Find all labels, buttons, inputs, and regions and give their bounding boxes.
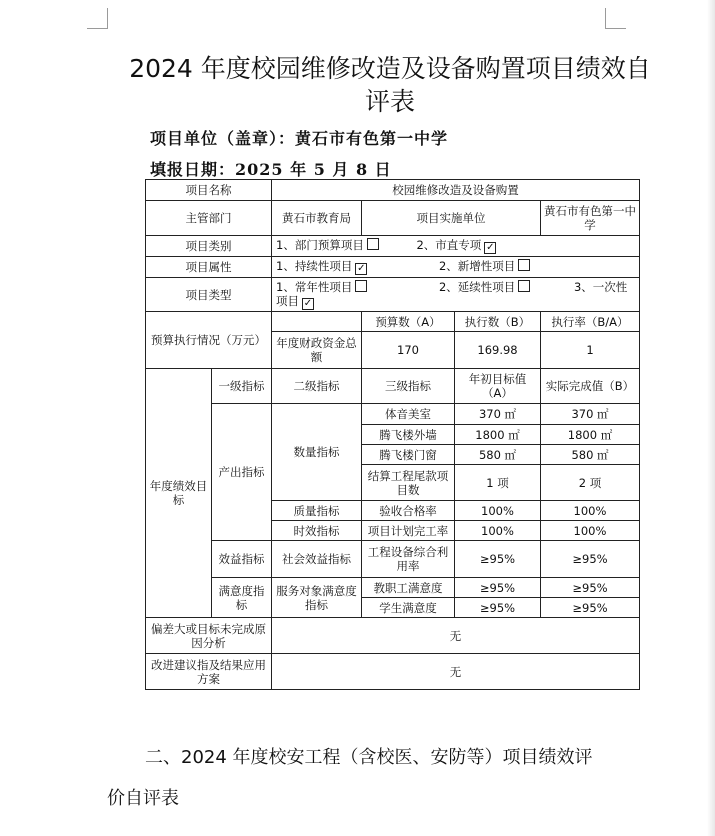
indicator-name: 腾飞楼外墙 (362, 425, 455, 445)
indicator-name: 体音美室 (362, 404, 455, 425)
indicator-target: 1800 ㎡ (455, 425, 541, 445)
category-label: 项目类别 (146, 236, 272, 257)
checkbox-checked-icon: ✓ (303, 297, 313, 309)
quantity-indicator-label: 数量指标 (272, 404, 362, 501)
table-row (146, 654, 640, 690)
indicator-target: ≥95% (455, 578, 541, 598)
table-row (146, 618, 640, 654)
indicator-actual: 1800 ㎡ (541, 425, 640, 445)
type-label: 项目类型 (146, 278, 272, 312)
checkbox-empty-icon (518, 280, 530, 292)
budget-header-rate: 执行率（B/A） (541, 312, 640, 332)
header-actual: 实际完成值（B） (541, 369, 640, 404)
checkbox-empty-icon (367, 238, 379, 250)
indicator-actual: ≥95% (541, 578, 640, 598)
indicator-actual: ≥95% (541, 541, 640, 578)
section-heading-line2: 价自评表 (107, 788, 179, 809)
indicator-name: 验收合格率 (362, 501, 455, 521)
indicator-target: 580 ㎡ (455, 445, 541, 465)
indicator-target: ≥95% (455, 598, 541, 618)
indicator-actual: 2 项 (541, 465, 640, 501)
project-name-value: 校园维修改造及设备购置 (272, 180, 640, 201)
indicator-actual: 100% (541, 501, 640, 521)
attr-options (272, 257, 640, 278)
social-benefit-label: 社会效益指标 (272, 541, 362, 578)
table-row (146, 578, 640, 598)
budget-label: 预算执行情况（万元） (146, 312, 272, 369)
indicator-name: 项目计划完工率 (362, 521, 455, 541)
time-indicator-label: 时效指标 (272, 521, 362, 541)
dept-value: 黄石市教育局 (272, 201, 362, 236)
output-indicator-label: 产出指标 (212, 404, 272, 541)
fund-label: 年度财政资金总额 (272, 332, 362, 369)
table-row (146, 369, 640, 404)
impl-unit-label: 项目实施单位 (362, 201, 541, 236)
indicator-actual: 370 ㎡ (541, 404, 640, 425)
attr-opt2: 2、新增性项目 (438, 259, 516, 273)
crop-mark-top-right (605, 8, 626, 29)
fund-budget: 170 (362, 332, 455, 369)
report-date-label: 填报日期： (150, 160, 236, 179)
service-satisfaction-label: 服务对象满意度指标 (272, 578, 362, 618)
indicator-name: 工程设备综合利用率 (362, 541, 455, 578)
budget-header-exec: 执行数（B） (455, 312, 541, 332)
benefit-indicator-label: 效益指标 (212, 541, 272, 578)
budget-blank-cell (272, 312, 362, 332)
checkbox-empty-icon (518, 259, 530, 271)
project-name-label: 项目名称 (146, 180, 272, 201)
quality-indicator-label: 质量指标 (272, 501, 362, 521)
table-row (146, 278, 640, 312)
report-date-value: 2025 年 5 月 8 日 (235, 160, 392, 179)
project-unit-line (150, 126, 448, 149)
performance-table (145, 179, 640, 690)
indicator-target: 100% (455, 501, 541, 521)
indicator-actual: 580 ㎡ (541, 445, 640, 465)
category-opt2: 2、市直专项 (416, 238, 482, 252)
indicator-name: 学生满意度 (362, 598, 455, 618)
document-title: 2024 年度校园维修改造及设备购置项目绩效自评表 (129, 54, 651, 116)
table-row (146, 257, 640, 278)
indicator-target: ≥95% (455, 541, 541, 578)
indicator-name: 教职工满意度 (362, 578, 455, 598)
category-opt1: 1、部门预算项目 (276, 238, 364, 252)
dept-label: 主管部门 (146, 201, 272, 236)
indicator-target: 370 ㎡ (455, 404, 541, 425)
indicator-target: 100% (455, 521, 541, 541)
indicator-name: 腾飞楼门窗 (362, 445, 455, 465)
page-edge-shadow (707, 0, 715, 836)
indicator-actual: 100% (541, 521, 640, 541)
checkbox-empty-icon (355, 280, 367, 292)
deviation-value: 无 (272, 618, 640, 654)
fund-exec: 169.98 (455, 332, 541, 369)
table-row (146, 541, 640, 578)
checkbox-checked-icon: ✓ (486, 242, 495, 253)
table-row (146, 404, 640, 425)
deviation-label: 偏差大或目标未完成原因分析 (146, 618, 272, 654)
type-opt2: 2、延续性项目 (438, 279, 516, 294)
indicator-target: 1 项 (455, 465, 541, 501)
table-row (146, 236, 640, 257)
project-unit-value: 黄石市有色第一中学 (295, 129, 449, 148)
improvement-value: 无 (272, 654, 640, 690)
type-options (272, 278, 640, 312)
header-level1: 一级指标 (212, 369, 272, 404)
crop-mark-top-left (87, 8, 108, 29)
table-row (146, 201, 640, 236)
attr-opt1: 1、持续性项目 (276, 259, 353, 273)
category-options (272, 236, 640, 257)
table-row (146, 180, 640, 201)
improvement-label: 改进建议指及结果应用方案 (146, 654, 272, 690)
indicator-name: 结算工程尾款项目数 (362, 465, 455, 501)
checkbox-checked-icon: ✓ (357, 263, 366, 274)
header-level2: 二级指标 (272, 369, 362, 404)
attr-label: 项目属性 (146, 257, 272, 278)
satisfaction-indicator-label: 满意度指标 (212, 578, 272, 618)
indicator-actual: ≥95% (541, 598, 640, 618)
section-heading-line1: 二、2024 年度校安工程（含校医、安防等）项目绩效评 (145, 747, 593, 768)
header-level3: 三级指标 (362, 369, 455, 404)
report-date-line (150, 157, 392, 180)
header-target: 年初目标值（A） (455, 369, 541, 404)
goal-label: 年度绩效目标 (146, 369, 212, 618)
type-opt3: 3、一次性项目 (276, 279, 628, 308)
impl-unit-value: 黄石市有色第一中学 (541, 201, 640, 236)
project-unit-label: 项目单位（盖章）： (150, 129, 296, 148)
budget-header-budget: 预算数（A） (362, 312, 455, 332)
fund-rate: 1 (541, 332, 640, 369)
type-opt1: 1、常年性项目 (276, 279, 353, 294)
table-row (146, 312, 640, 332)
